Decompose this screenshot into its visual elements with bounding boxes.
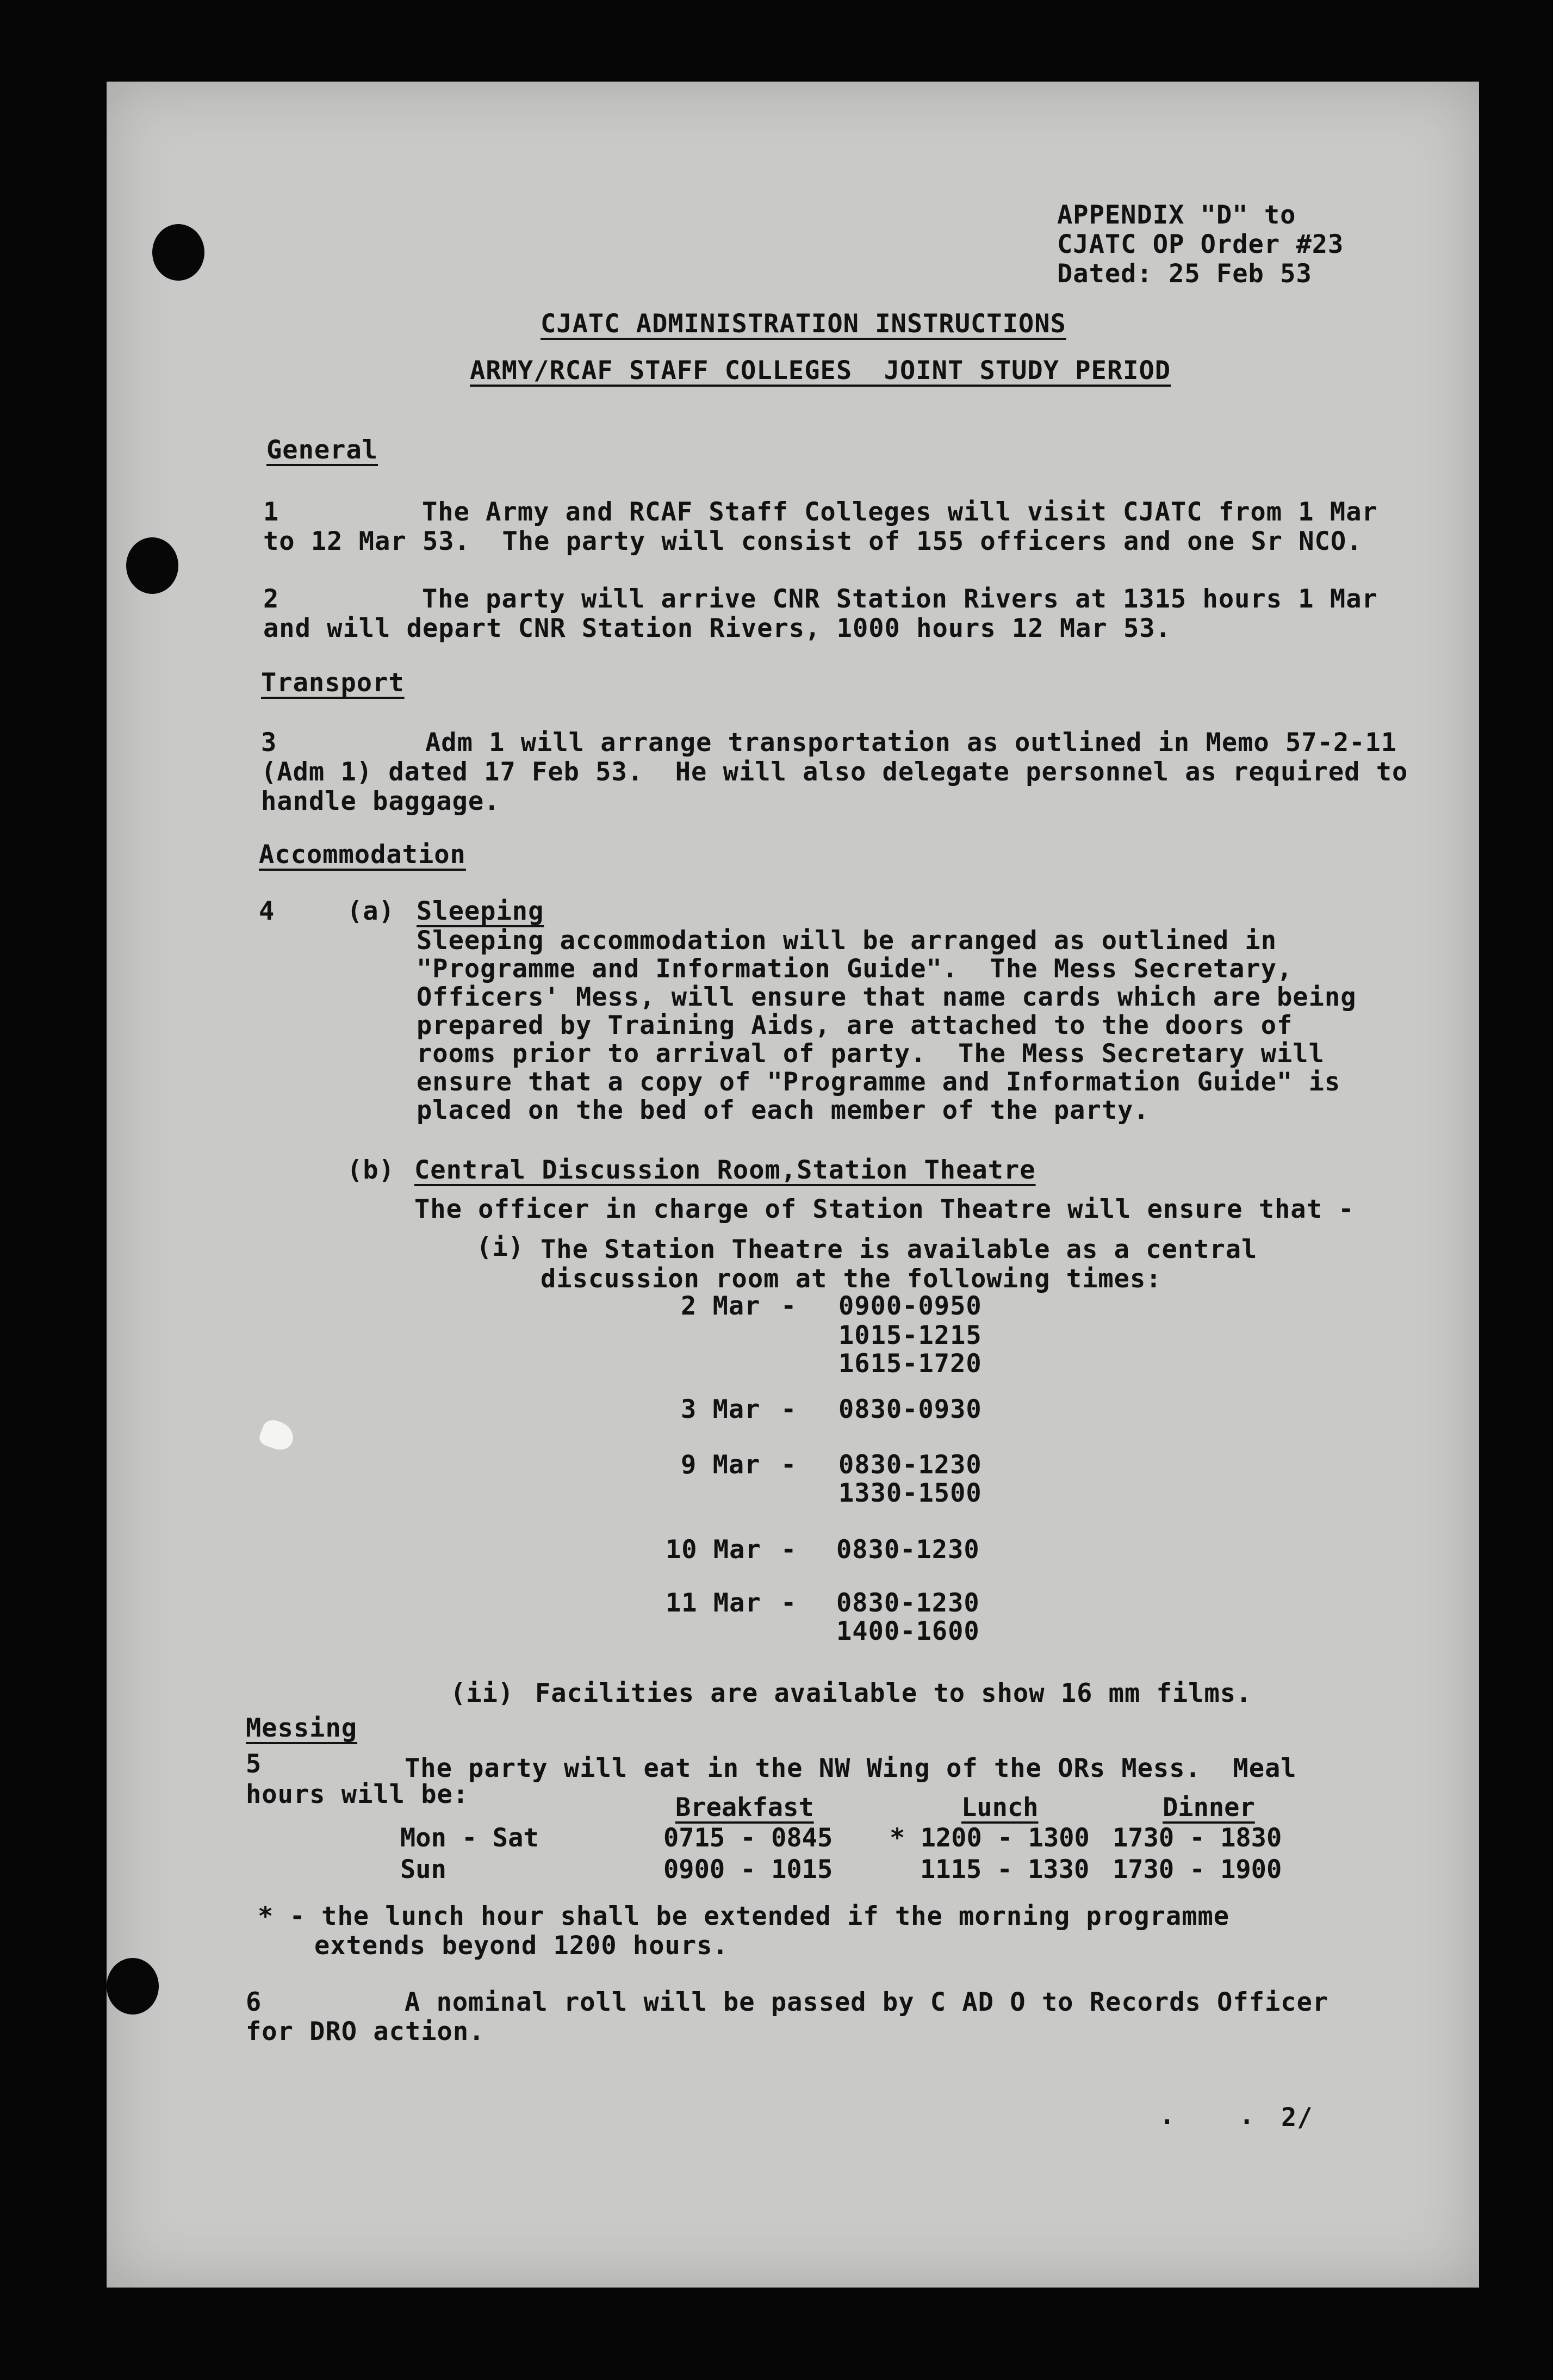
sub-i-label: (i) [476, 1232, 524, 1262]
document-page [107, 82, 1479, 2288]
sub-a-line-4: prepared by Training Aids, are attached to the doors of [417, 1011, 1293, 1040]
sub-b-label: (b) [347, 1155, 395, 1185]
para-1-number: 1 [263, 497, 279, 527]
punch-hole-bottom [107, 1958, 159, 2015]
para-6-line-1: A nominal roll will be passed by C AD O to Records Officer [405, 1987, 1329, 2017]
continuation-dots: . . [1159, 2100, 1255, 2130]
sub-ii-label: (ii) [450, 1678, 514, 1708]
schedule-dash: - [781, 1535, 797, 1565]
lunch-note-line-1: * - the lunch hour shall be extended if the morning programme [258, 1901, 1230, 1931]
para-5-number: 5 [246, 1749, 262, 1779]
sub-i-line-1: The Station Theatre is available as a central [541, 1235, 1258, 1265]
schedule-time: 1615-1720 [838, 1349, 982, 1379]
column-header-breakfast: Breakfast [675, 1793, 814, 1823]
para-6-line-2: for DRO action. [246, 2017, 485, 2047]
schedule-time: 0900-0950 [838, 1291, 982, 1321]
order-line: CJATC OP Order #23 [1057, 230, 1344, 259]
para-3-line-2: (Adm 1) dated 17 Feb 53. He will also delegate personnel as required to [261, 757, 1408, 787]
document-subtitle: ARMY/RCAF STAFF COLLEGES JOINT STUDY PERIOD [470, 356, 1171, 386]
schedule-time: 0830-1230 [836, 1588, 980, 1618]
sub-b-heading: Central Discussion Room,Station Theatre [414, 1155, 1036, 1185]
meal-row-day: Mon - Sat [400, 1823, 539, 1853]
schedule-time: 0830-1230 [838, 1450, 982, 1480]
para-1-line-1: The Army and RCAF Staff Colleges will visit CJATC from 1 Mar [422, 497, 1378, 527]
sub-i-line-2: discussion room at the following times: [541, 1264, 1162, 1294]
column-header-dinner: Dinner [1163, 1793, 1255, 1823]
para-3-line-1: Adm 1 will arrange transportation as outlined in Memo 57-2-11 [425, 728, 1397, 758]
meal-row-lunch: * 1200 - 1300 [890, 1823, 1090, 1853]
sub-a-heading: Sleeping [417, 896, 544, 926]
lunch-note-line-2: extends beyond 1200 hours. [314, 1931, 729, 1961]
heading-transport: Transport [261, 668, 405, 698]
schedule-time: 0830-0930 [838, 1394, 982, 1424]
heading-messing: Messing [246, 1713, 358, 1743]
schedule-time: 1015-1215 [838, 1321, 982, 1350]
schedule-date: 2 Mar [681, 1291, 761, 1321]
page-continuation: 2/ [1281, 2103, 1313, 2133]
sub-ii-text: Facilities are available to show 16 mm films. [535, 1678, 1252, 1708]
schedule-date: 11 Mar [666, 1588, 761, 1618]
paper-blot [257, 1417, 297, 1454]
schedule-time: 1330-1500 [838, 1478, 982, 1508]
para-2-line-1: The party will arrive CNR Station Rivers at 1315 hours 1 Mar [422, 584, 1378, 614]
para-5-line-2: hours will be: [246, 1780, 469, 1809]
sub-a-line-5: rooms prior to arrival of party. The Mess Secretary will [417, 1039, 1325, 1069]
schedule-date: 9 Mar [681, 1450, 761, 1480]
schedule-time: 1400-1600 [836, 1616, 980, 1646]
meal-row-dinner: 1730 - 1900 [1113, 1855, 1282, 1885]
sub-a-line-6: ensure that a copy of "Programme and Information Guide" is [417, 1067, 1341, 1097]
heading-accommodation: Accommodation [259, 840, 466, 870]
meal-row-breakfast: 0715 - 0845 [663, 1823, 833, 1853]
meal-row-dinner: 1730 - 1830 [1113, 1823, 1282, 1853]
schedule-dash: - [781, 1394, 797, 1424]
meal-row-breakfast: 0900 - 1015 [663, 1855, 833, 1885]
schedule-time: 0830-1230 [836, 1535, 980, 1565]
dated-line: Dated: 25 Feb 53 [1057, 259, 1312, 289]
meal-row-day: Sun [400, 1855, 446, 1885]
para-2-line-2: and will depart CNR Station Rivers, 1000 hours 12 Mar 53. [263, 613, 1171, 643]
sub-a-label: (a) [347, 896, 395, 926]
sub-a-line-3: Officers' Mess, will ensure that name cards which are being [417, 982, 1357, 1012]
sub-b-line-1: The officer in charge of Station Theatre will ensure that - [414, 1194, 1355, 1224]
schedule-dash: - [781, 1588, 797, 1618]
para-4-number: 4 [259, 896, 275, 926]
appendix-line: APPENDIX "D" to [1057, 200, 1296, 230]
sub-a-line-2: "Programme and Information Guide". The Mess Secretary, [417, 954, 1293, 984]
para-3-number: 3 [261, 728, 277, 758]
heading-general: General [266, 435, 378, 465]
meal-row-lunch: 1115 - 1330 [920, 1855, 1090, 1885]
schedule-dash: - [781, 1291, 797, 1321]
para-5-line-1: The party will eat in the NW Wing of the ORs Mess. Meal [405, 1753, 1297, 1783]
schedule-dash: - [781, 1450, 797, 1480]
para-1-line-2: to 12 Mar 53. The party will consist of 155 officers and one Sr NCO. [263, 526, 1363, 556]
punch-hole-middle [126, 537, 178, 594]
column-header-lunch: Lunch [961, 1793, 1039, 1823]
schedule-date: 3 Mar [681, 1394, 761, 1424]
para-2-number: 2 [263, 584, 279, 614]
sub-a-line-1: Sleeping accommodation will be arranged as outlined in [417, 926, 1277, 956]
document-title: CJATC ADMINISTRATION INSTRUCTIONS [541, 309, 1066, 339]
para-6-number: 6 [246, 1987, 262, 2017]
sub-a-line-7: placed on the bed of each member of the party. [417, 1095, 1150, 1125]
punch-hole-top [152, 224, 204, 281]
schedule-date: 10 Mar [666, 1535, 761, 1565]
para-3-line-3: handle baggage. [261, 786, 500, 816]
